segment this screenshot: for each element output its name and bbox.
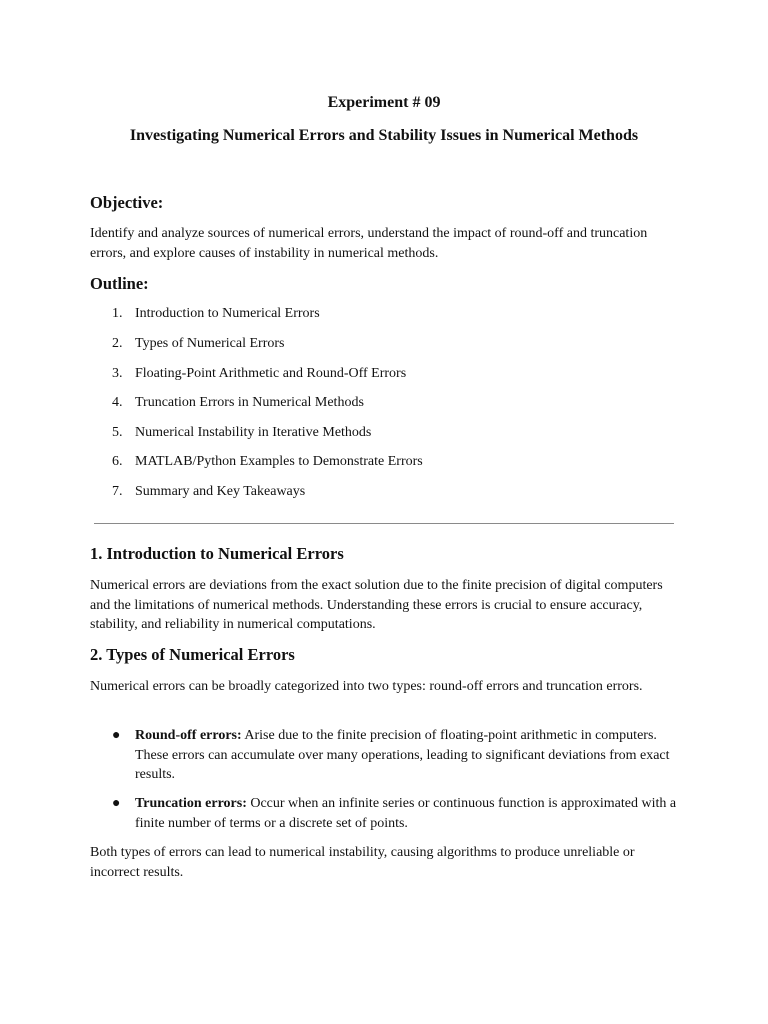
outline-item-text: Introduction to Numerical Errors [135, 306, 320, 321]
document-title: Investigating Numerical Errors and Stability Issues in Numerical Methods [129, 127, 639, 144]
outline-item-text: Floating-Point Arithmetic and Round-Off Errors [135, 366, 407, 381]
section1-heading: 1. Introduction to Numerical Errors [90, 544, 344, 563]
outline-item-text: Types of Numerical Errors [135, 336, 285, 351]
objective-text: Identify and analyze sources of numerical errors, understand the impact of round-off and truncation errors, and explore causes of instability in numerical methods. [90, 226, 648, 261]
bullet-description: Arise due to the finite precision of floating-point arithmetic in computers. These errors can accumulate over many operations, leading to significant deviations from exact results. [135, 728, 670, 782]
outline-item [112, 395, 364, 411]
bullet-term: Truncation errors: [135, 796, 247, 811]
outline-item-number: 7. [112, 484, 123, 499]
objective-heading: Objective: [90, 193, 164, 212]
bullet-description: Occur when an infinite series or continuous function is approximated with a finite number of terms or a discrete set of points. [135, 796, 677, 831]
outline-item-number: 1. [112, 306, 123, 321]
bullet-icon: ● [112, 728, 121, 743]
outline-item-number: 3. [112, 366, 123, 381]
bullet-text [135, 794, 680, 833]
outline-item-text: Truncation Errors in Numerical Methods [135, 395, 364, 410]
outline-item [112, 366, 406, 382]
section2-conclusion: Both types of errors can lead to numerical instability, causing algorithms to produce unreliable or incorrect results. [90, 845, 635, 880]
bullet-term: Round-off errors: [135, 728, 242, 743]
outline-item [112, 425, 371, 441]
section2-intro: Numerical errors can be broadly categorized into two types: round-off errors and truncation errors. [90, 679, 643, 694]
section1-text: Numerical errors are deviations from the exact solution due to the finite precision of digital computers and the limitations of numerical methods. Understanding these errors is crucial to ensure accuracy, stability, and reliability in numerical computations. [90, 578, 663, 632]
outline-item [112, 306, 320, 322]
outline-item [112, 336, 284, 352]
outline-item [112, 484, 305, 500]
outline-heading: Outline: [90, 274, 149, 293]
outline-item [112, 454, 423, 470]
bullet-text [135, 726, 680, 785]
outline-item-number: 5. [112, 425, 123, 440]
experiment-number: Experiment # 09 [327, 94, 441, 111]
section2-heading: 2. Types of Numerical Errors [90, 645, 295, 664]
outline-item-text: MATLAB/Python Examples to Demonstrate Errors [135, 454, 423, 469]
outline-item-text: Summary and Key Takeaways [135, 484, 306, 499]
bullet-icon: ● [112, 796, 121, 811]
horizontal-divider [94, 523, 674, 524]
outline-item-number: 2. [112, 336, 123, 351]
outline-item-number: 4. [112, 395, 123, 410]
outline-item-number: 6. [112, 454, 123, 469]
outline-item-text: Numerical Instability in Iterative Methods [135, 425, 372, 440]
